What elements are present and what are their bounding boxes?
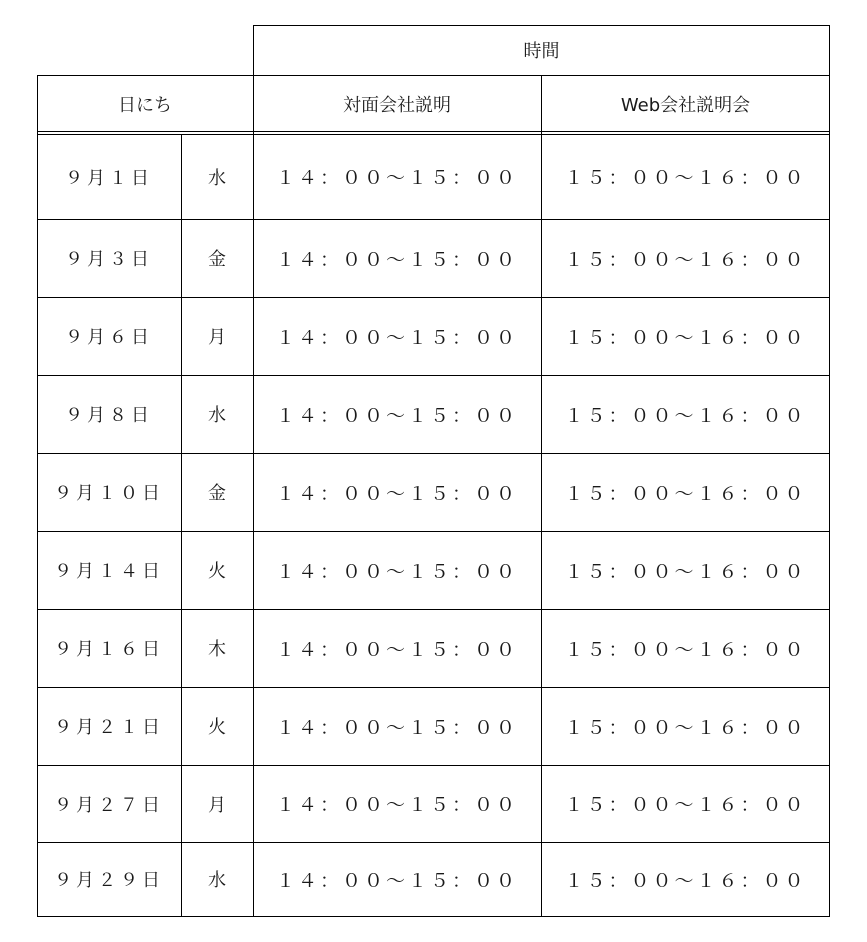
- grid-hline: [37, 916, 830, 917]
- grid-hline: [37, 842, 830, 843]
- date-cell-text: ９月１日: [65, 167, 153, 189]
- in-person-time-cell-text: １４：００～１５：００: [275, 638, 518, 661]
- grid-hline: [37, 609, 830, 610]
- in-person-time-cell: [253, 297, 541, 375]
- in-person-time-cell-text: １４：００～１５：００: [275, 716, 518, 739]
- header-date-label: 日にち: [118, 94, 172, 116]
- in-person-time-cell-text: １４：００～１５：００: [275, 326, 518, 349]
- web-time-cell-text: １５：００～１６：００: [564, 326, 807, 349]
- date-cell: [37, 453, 181, 531]
- date-cell-text: ９月３日: [65, 249, 153, 270]
- weekday-cell-text: 水: [208, 167, 226, 189]
- grid-hline: [37, 297, 830, 298]
- web-time-cell: [541, 375, 830, 453]
- web-time-cell: [541, 765, 830, 842]
- in-person-time-cell-text: １４：００～１５：００: [275, 560, 518, 583]
- header-in-person: [253, 75, 541, 132]
- in-person-time-cell-text: １４：００～１５：００: [275, 482, 518, 505]
- date-cell: [37, 531, 181, 609]
- web-time-cell: [541, 453, 830, 531]
- grid-hline: [37, 219, 830, 220]
- web-time-cell-text: １５：００～１６：００: [564, 869, 807, 892]
- grid-vline: [253, 25, 254, 917]
- web-time-cell-text: １５：００～１６：００: [564, 794, 807, 816]
- weekday-cell: [181, 687, 253, 765]
- weekday-cell: [181, 842, 253, 916]
- weekday-cell: [181, 134, 253, 219]
- web-time-cell: [541, 297, 830, 375]
- date-cell-text: ９月８日: [65, 405, 153, 426]
- weekday-cell: [181, 609, 253, 687]
- weekday-cell-text: 木: [208, 639, 226, 660]
- in-person-time-cell: [253, 375, 541, 453]
- grid-vline: [829, 25, 830, 917]
- web-time-cell: [541, 842, 830, 916]
- grid-hline: [37, 453, 830, 454]
- date-cell-text: ９月１０日: [54, 483, 164, 504]
- grid-hline: [37, 531, 830, 532]
- date-cell: [37, 687, 181, 765]
- weekday-cell-text: 火: [208, 717, 226, 738]
- weekday-cell: [181, 375, 253, 453]
- web-time-cell: [541, 531, 830, 609]
- grid-hline: [253, 25, 830, 26]
- grid-hline: [37, 375, 830, 376]
- grid-vline: [37, 75, 38, 917]
- date-cell: [37, 609, 181, 687]
- web-time-cell-text: １５：００～１６：００: [564, 167, 807, 189]
- date-cell-text: ９月１４日: [54, 561, 164, 582]
- header-date: [37, 75, 253, 132]
- weekday-cell: [181, 453, 253, 531]
- weekday-cell: [181, 765, 253, 842]
- web-time-cell-text: １５：００～１６：００: [564, 248, 807, 271]
- date-cell: [37, 219, 181, 297]
- in-person-time-cell: [253, 842, 541, 916]
- weekday-cell: [181, 531, 253, 609]
- date-cell-text: ９月２７日: [54, 794, 164, 816]
- web-time-cell: [541, 687, 830, 765]
- header-time-group-label: 時間: [523, 41, 560, 62]
- header-web-label: Web会社説明会: [620, 94, 751, 116]
- date-cell-text: ９月２１日: [54, 717, 164, 738]
- date-cell: [37, 134, 181, 219]
- weekday-cell-text: 火: [208, 561, 226, 582]
- in-person-time-cell: [253, 134, 541, 219]
- in-person-time-cell: [253, 765, 541, 842]
- header-web: [541, 75, 830, 132]
- in-person-time-cell: [253, 531, 541, 609]
- date-cell: [37, 297, 181, 375]
- date-cell: [37, 842, 181, 916]
- in-person-time-cell-text: １４：００～１５：００: [275, 404, 518, 427]
- date-cell-text: ９月６日: [65, 327, 153, 348]
- web-time-cell-text: １５：００～１６：００: [564, 716, 807, 739]
- grid-vline: [541, 75, 542, 917]
- web-time-cell: [541, 219, 830, 297]
- date-cell: [37, 765, 181, 842]
- in-person-time-cell: [253, 687, 541, 765]
- in-person-time-cell-text: １４：００～１５：００: [275, 869, 518, 892]
- web-time-cell-text: １５：００～１６：００: [564, 560, 807, 583]
- weekday-cell: [181, 219, 253, 297]
- web-time-cell-text: １５：００～１６：００: [564, 404, 807, 427]
- grid-hline: [37, 134, 830, 135]
- weekday-cell-text: 水: [208, 405, 226, 426]
- date-cell-text: ９月１６日: [54, 639, 164, 660]
- weekday-cell-text: 月: [208, 327, 226, 348]
- grid-hline: [37, 765, 830, 766]
- date-cell: [37, 375, 181, 453]
- web-time-cell-text: １５：００～１６：００: [564, 482, 807, 505]
- in-person-time-cell: [253, 453, 541, 531]
- in-person-time-cell-text: １４：００～１５：００: [275, 167, 518, 189]
- weekday-cell-text: 水: [208, 870, 226, 891]
- web-time-cell-text: １５：００～１６：００: [564, 638, 807, 661]
- in-person-time-cell-text: １４：００～１５：００: [275, 794, 518, 816]
- grid-vline: [181, 134, 182, 917]
- header-in-person-label: 対面会社説明: [343, 94, 451, 116]
- grid-hline: [37, 687, 830, 688]
- header-time-group: [253, 25, 830, 75]
- date-cell-text: ９月２９日: [54, 870, 164, 891]
- in-person-time-cell-text: １４：００～１５：００: [275, 248, 518, 271]
- in-person-time-cell: [253, 609, 541, 687]
- web-time-cell: [541, 609, 830, 687]
- grid-hline: [37, 75, 830, 76]
- weekday-cell-text: 金: [208, 483, 226, 504]
- weekday-cell-text: 月: [208, 794, 226, 816]
- weekday-cell-text: 金: [208, 249, 226, 270]
- grid-hline: [37, 131, 830, 132]
- web-time-cell: [541, 134, 830, 219]
- in-person-time-cell: [253, 219, 541, 297]
- weekday-cell: [181, 297, 253, 375]
